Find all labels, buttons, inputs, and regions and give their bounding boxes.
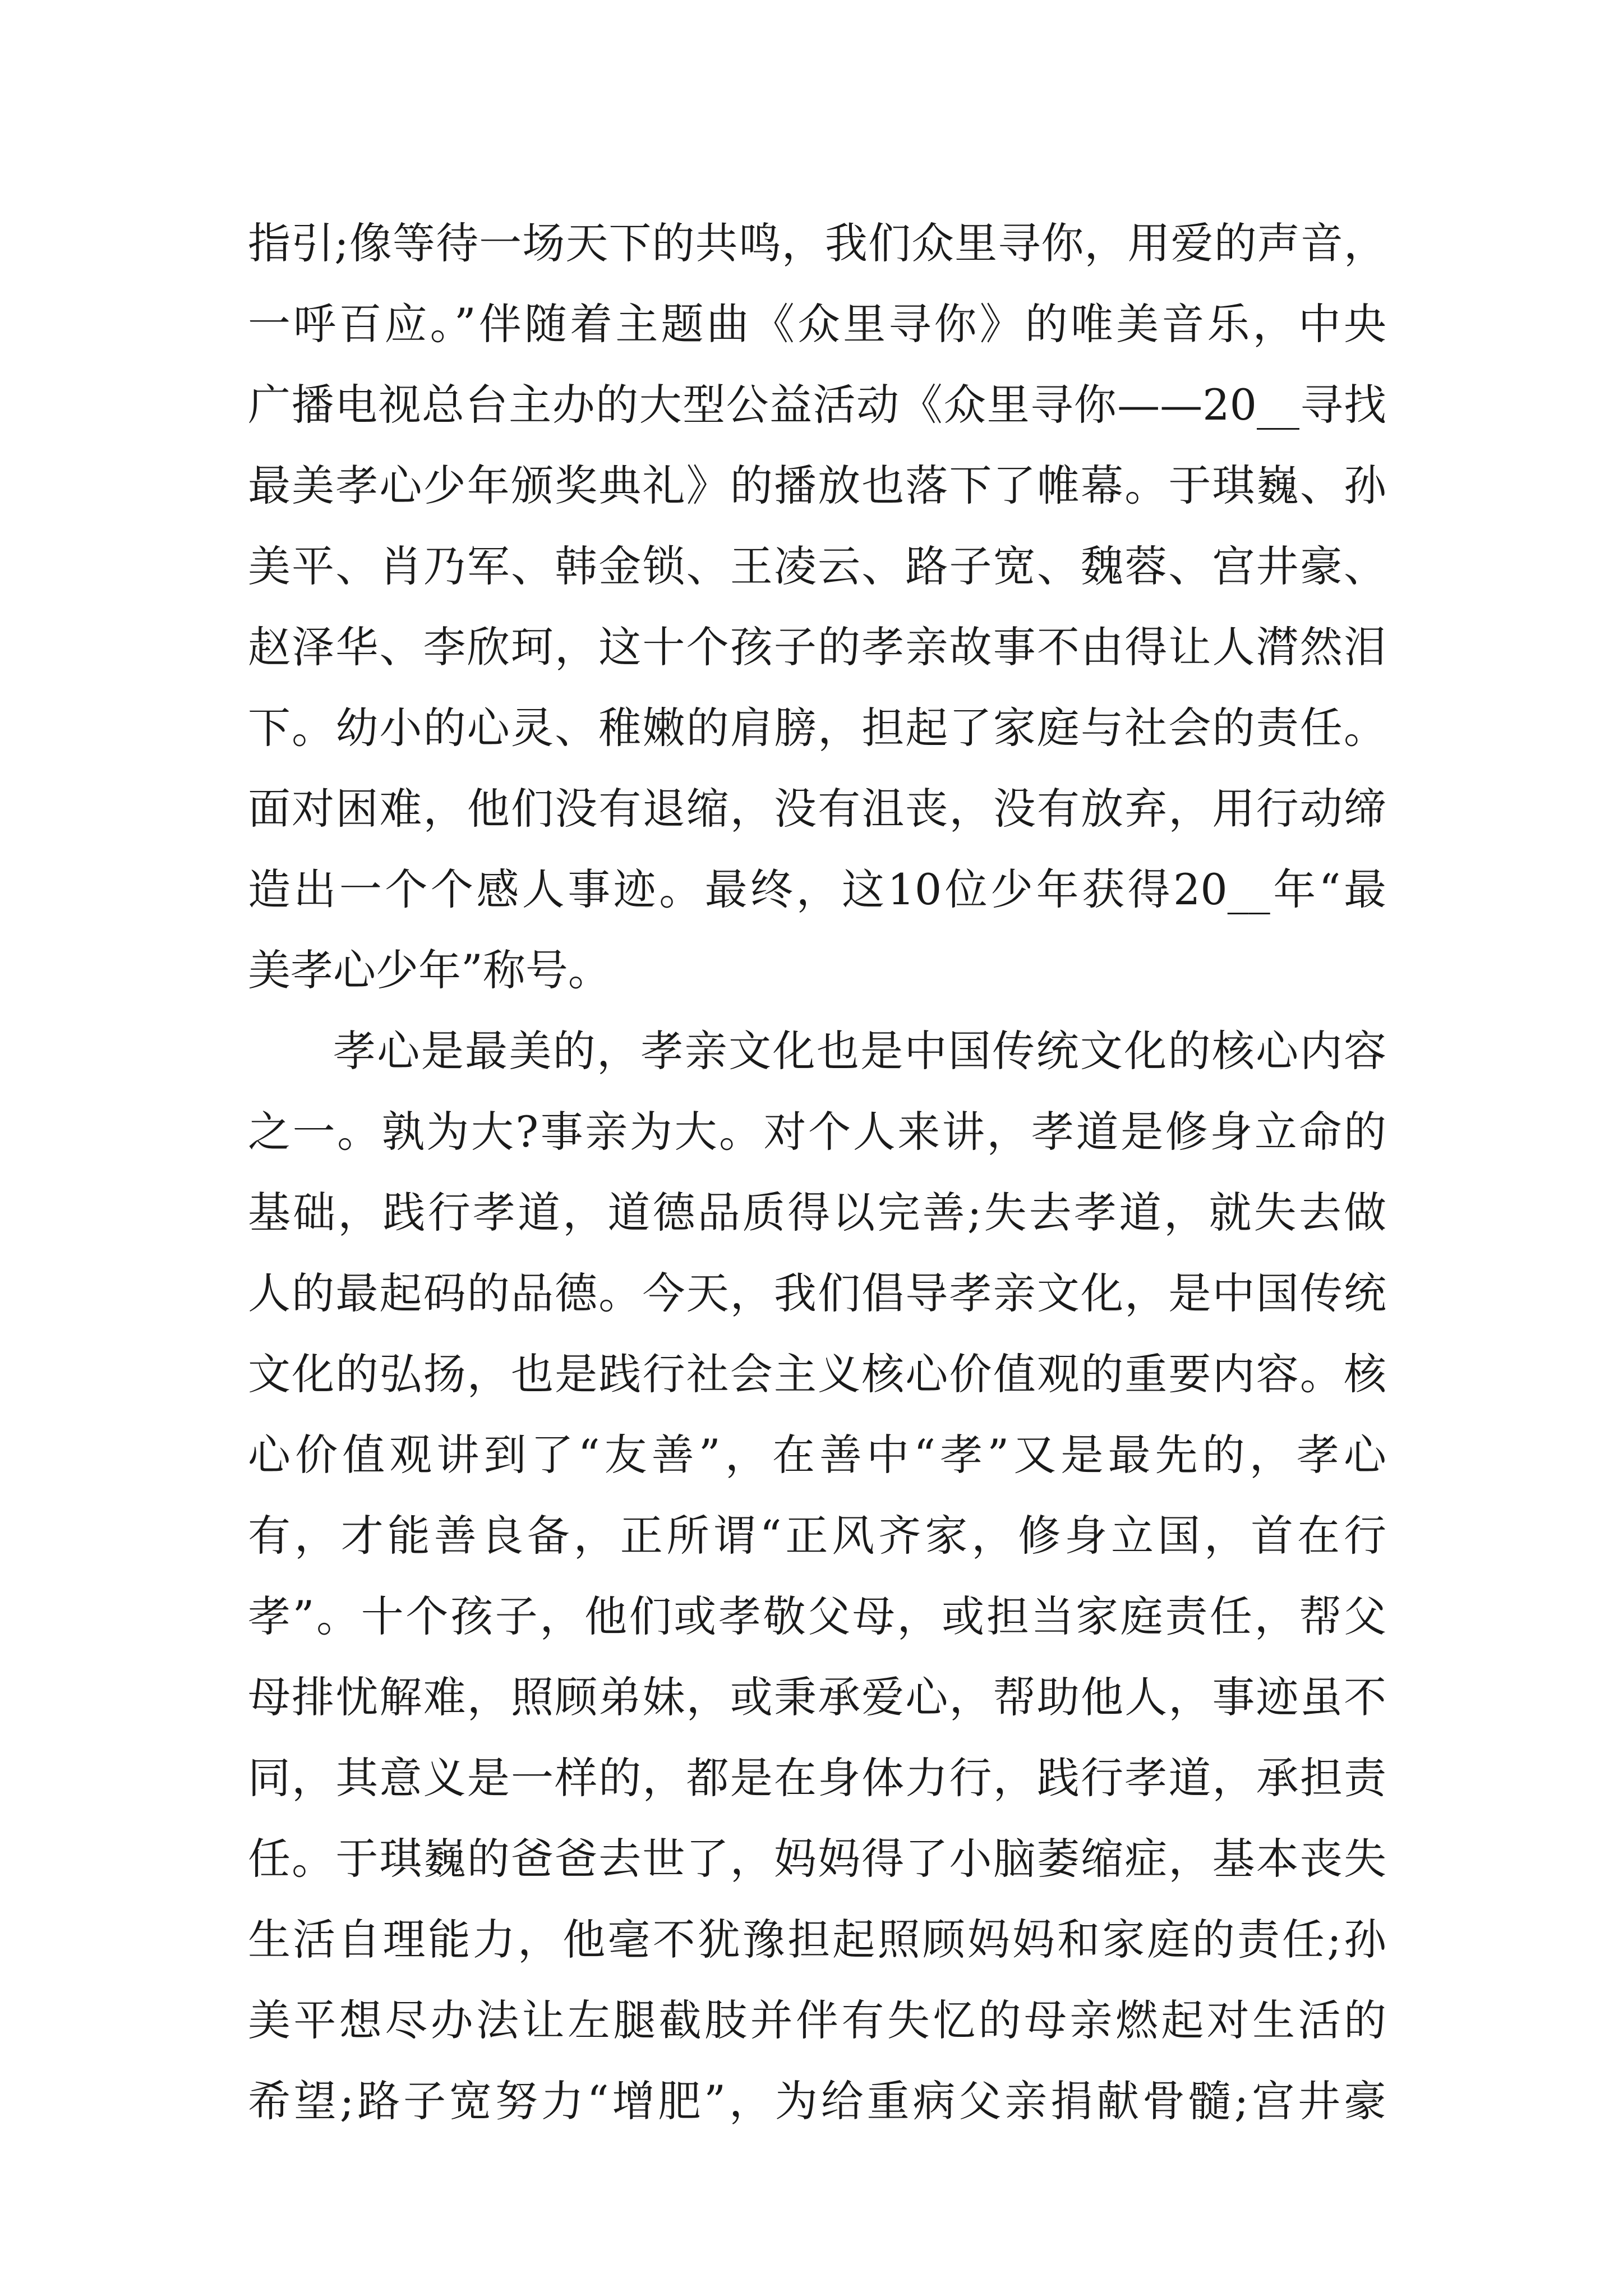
text-line: 心价值观讲到了“友善”，在善中“孝”又是最先的，孝心 [248, 1430, 1386, 1480]
text-line: 造出一个个感人事迹。最终，这10位少年获得20__年“最 [248, 864, 1386, 914]
text-line: 同，其意义是一样的，都是在身体力行，践行孝道，承担责 [248, 1753, 1386, 1803]
text-line: 下。幼小的心灵、稚嫩的肩膀，担起了家庭与社会的责任。 [248, 703, 1386, 753]
text-line: 希望;路子宽努力“增肥”，为给重病父亲捐献骨髓;宫井豪 [248, 2076, 1386, 2126]
text-line: 孝心是最美的，孝亲文化也是中国传统文化的核心内容 [333, 1026, 1386, 1076]
text-line: 之一。孰为大?事亲为大。对个人来讲，孝道是修身立命的 [248, 1107, 1386, 1157]
text-line: 人的最起码的品德。今天，我们倡导孝亲文化，是中国传统 [248, 1268, 1386, 1318]
text-line: 一呼百应。”伴随着主题曲《众里寻你》的唯美音乐，中央 [248, 299, 1386, 349]
text-line: 赵泽华、李欣珂，这十个孩子的孝亲故事不由得让人潸然泪 [248, 622, 1386, 672]
text-line: 美平、肖乃军、韩金锁、王凌云、路子宽、魏蓉、宫井豪、 [248, 541, 1386, 591]
text-line: 美平想尽办法让左腿截肢并伴有失忆的母亲燃起对生活的 [248, 1995, 1386, 2045]
text-line: 文化的弘扬，也是践行社会主义核心价值观的重要内容。核 [248, 1349, 1386, 1399]
text-line: 面对困难，他们没有退缩，没有沮丧，没有放弃，用行动缔 [248, 784, 1386, 834]
text-line: 美孝心少年”称号。 [248, 945, 611, 995]
text-line: 任。于琪巍的爸爸去世了，妈妈得了小脑萎缩症，基本丧失 [248, 1834, 1386, 1884]
text-line: 最美孝心少年颁奖典礼》的播放也落下了帷幕。于琪巍、孙 [248, 461, 1386, 510]
text-line: 孝”。十个孩子，他们或孝敬父母，或担当家庭责任，帮父 [248, 1591, 1386, 1641]
text-line: 母排忧解难，照顾弟妹，或秉承爱心，帮助他人，事迹虽不 [248, 1672, 1386, 1722]
text-line: 指引;像等待一场天下的共鸣，我们众里寻你，用爱的声音， [248, 218, 1386, 268]
text-line: 有，才能善良备，正所谓“正风齐家，修身立国，首在行 [248, 1511, 1386, 1561]
text-line: 基础，践行孝道，道德品质得以完善;失去孝道，就失去做 [248, 1188, 1386, 1237]
text-line: 广播电视总台主办的大型公益活动《众里寻你——20__寻找 [248, 380, 1386, 430]
paragraph-1 [248, 203, 1386, 1011]
paragraph-2 [248, 1011, 1386, 2142]
text-line: 生活自理能力，他毫不犹豫担起照顾妈妈和家庭的责任;孙 [248, 1915, 1386, 1964]
document-body [248, 203, 1386, 2142]
